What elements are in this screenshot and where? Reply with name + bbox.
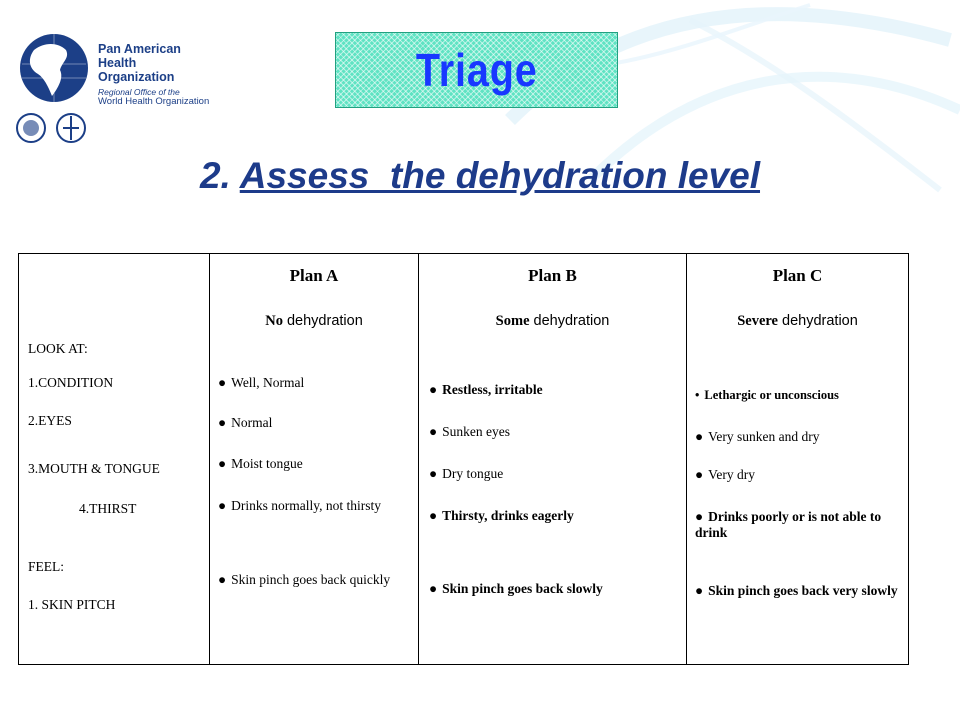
dehydration-table xyxy=(18,253,909,665)
plan-a-column xyxy=(210,254,419,665)
bullet-icon: ● xyxy=(218,498,227,513)
bullet-icon: ● xyxy=(218,456,227,471)
plan-c-subtitle: Severe dehydration xyxy=(737,313,858,329)
logo-org-line3: Organization xyxy=(98,70,175,84)
plan-b-column xyxy=(419,254,687,665)
paho-wordmark xyxy=(98,42,209,107)
bullet-icon: ● xyxy=(429,382,438,397)
bullet-icon: ● xyxy=(429,508,438,523)
logo-sub-line2: World Health Organization xyxy=(98,96,210,107)
logo-sub-line1: Regional Office of the xyxy=(98,87,180,97)
bullet-icon: ● xyxy=(429,466,438,481)
heading-text: Assess the dehydration level xyxy=(239,155,761,196)
plan-a-tongue: ● Moist tongue xyxy=(218,456,303,471)
plan-c-eyes: ● Very sunken and dry xyxy=(695,429,820,444)
sign-thirst: 4.THIRST xyxy=(79,501,137,516)
logo-org-line2: Health xyxy=(98,56,137,70)
plan-a-title: Plan A xyxy=(289,266,339,285)
plan-a-eyes: ● Normal xyxy=(218,415,273,430)
bullet-icon: ● xyxy=(695,509,704,524)
plan-b-condition: ● Restless, irritable xyxy=(429,382,543,397)
bullet-icon: ● xyxy=(218,572,227,587)
plan-c-thirst: ● Drinks poorly or is not able to drink xyxy=(695,509,882,540)
logo-org-line1: Pan American xyxy=(98,42,181,56)
plan-c-skin-pinch: ● Skin pinch goes back very slowly xyxy=(695,583,898,598)
plan-b-eyes: ● Sunken eyes xyxy=(429,424,511,439)
bullet-icon: ● xyxy=(695,583,704,598)
plan-c-column xyxy=(687,254,909,665)
plan-c-tongue: ● Very dry xyxy=(695,467,756,482)
plan-a-skin-pinch: ● Skin pinch goes back quickly xyxy=(218,572,391,587)
feel-label: FEEL: xyxy=(28,559,64,574)
plan-a-subtitle: No dehydration xyxy=(265,313,363,329)
section-heading xyxy=(0,155,960,197)
bullet-icon: ● xyxy=(429,424,438,439)
title-banner xyxy=(335,32,618,108)
sign-condition: 1.CONDITION xyxy=(28,375,114,390)
page-title: Triage xyxy=(415,44,538,96)
bullet-icon: ● xyxy=(218,375,227,390)
look-at-label: LOOK AT: xyxy=(28,341,88,356)
sign-mouth-tongue: 3.MOUTH & TONGUE xyxy=(28,461,160,476)
plan-c-condition: • Lethargic or unconscious xyxy=(695,388,839,402)
plan-b-thirst: ● Thirsty, drinks eagerly xyxy=(429,508,574,523)
plan-b-subtitle: Some dehydration xyxy=(495,313,610,329)
bullet-icon: ● xyxy=(218,415,227,430)
plan-a-thirst: ● Drinks normally, not thirsty xyxy=(218,498,382,513)
bullet-icon: ● xyxy=(695,429,704,444)
plan-c-title: Plan C xyxy=(772,266,823,285)
signs-column xyxy=(19,254,210,665)
plan-a-condition: ● Well, Normal xyxy=(218,375,305,390)
plan-b-title: Plan B xyxy=(528,266,577,285)
sign-eyes: 2.EYES xyxy=(28,413,72,428)
bullet-icon: ● xyxy=(695,467,704,482)
heading-prefix: 2. xyxy=(199,155,240,196)
small-bullet-icon: • xyxy=(695,388,700,402)
paho-logo xyxy=(14,30,234,150)
plan-b-tongue: ● Dry tongue xyxy=(429,466,504,481)
sign-skin-pitch: 1. SKIN PITCH xyxy=(28,597,116,612)
bullet-icon: ● xyxy=(429,581,438,596)
plan-b-skin-pinch: ● Skin pinch goes back slowly xyxy=(429,581,603,596)
